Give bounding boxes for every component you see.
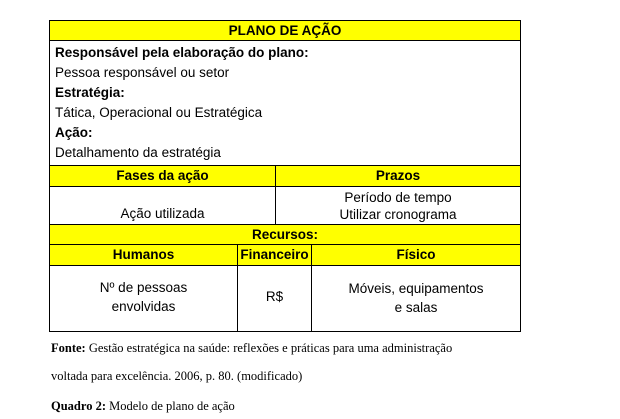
- source-line1: [51, 341, 452, 356]
- resources-header: Recursos:: [49, 225, 521, 245]
- financial-cell: [237, 266, 311, 331]
- phases-header: Fases da ação: [116, 168, 209, 183]
- caption-text: Modelo de plano de ação: [106, 399, 235, 413]
- responsible-label: Responsável pela elaboração do plano:: [55, 45, 309, 60]
- strategy-label: Estratégia:: [55, 85, 125, 100]
- table-title: PLANO DE AÇÃO: [49, 20, 521, 41]
- action-label: Ação:: [55, 125, 93, 140]
- deadlines-cell: [275, 187, 520, 224]
- financial-header: Financeiro: [237, 245, 311, 265]
- human-line1: Nº de pessoas: [99, 279, 188, 295]
- deadlines-header: Prazos: [275, 166, 520, 186]
- phases-cell: [50, 187, 275, 224]
- physical-cell: [311, 266, 520, 331]
- human-cell: [50, 266, 237, 331]
- source-text-line2: voltada para excelência. 2006, p. 80. (modificado): [51, 369, 303, 383]
- physical-header: Físico: [311, 245, 520, 265]
- figure-caption: [51, 399, 235, 414]
- action-value: Detalhamento da estratégia: [55, 145, 221, 160]
- plan-details: [49, 41, 521, 166]
- source-label: Fonte:: [51, 341, 86, 355]
- financial-value: R$: [265, 289, 284, 304]
- phases-value: Ação utilizada: [120, 206, 205, 221]
- strategy-value: Tática, Operacional ou Estratégica: [55, 105, 263, 120]
- caption-label: Quadro 2:: [51, 399, 106, 413]
- phases-deadlines-row: [49, 187, 521, 225]
- human-line2: envolvidas: [111, 298, 176, 314]
- action-plan-table: [49, 20, 521, 332]
- physical-line1: Móveis, equipamentos: [348, 281, 484, 296]
- phases-deadlines-header-row: [49, 166, 521, 187]
- responsible-value: Pessoa responsável ou setor: [55, 65, 230, 80]
- deadlines-line1: Período de tempo: [344, 190, 452, 205]
- physical-line2: e salas: [394, 300, 438, 315]
- human-header: Humanos: [112, 247, 175, 262]
- resources-row: [49, 266, 521, 332]
- deadlines-line2: Utilizar cronograma: [339, 207, 457, 222]
- source-text-line1: Gestão estratégica na saúde: reflexões e práticas para uma administração: [85, 341, 453, 355]
- resources-subheader-row: [49, 245, 521, 266]
